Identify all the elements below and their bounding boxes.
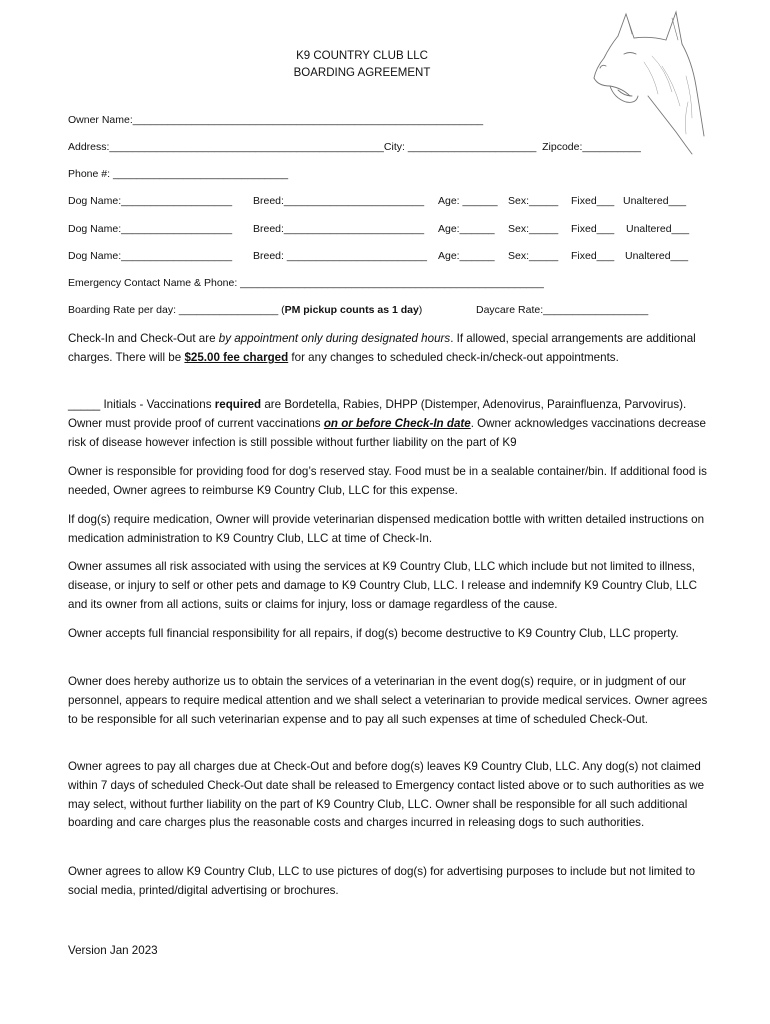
phone-field[interactable]: Phone #: ______________________________ — [68, 168, 289, 180]
checkin-date-note: on or before Check-In date — [323, 416, 471, 430]
boarding-rate-field[interactable] — [68, 303, 422, 317]
version-footer: Version Jan 2023 — [68, 944, 158, 957]
dog3-unaltered-field[interactable]: Unaltered___ — [625, 250, 689, 262]
dog3-fixed-field[interactable]: Fixed___ — [571, 250, 615, 262]
dog3-sex-field[interactable]: Sex:_____ — [508, 250, 559, 262]
dog1-unaltered-field[interactable]: Unaltered___ — [623, 195, 687, 207]
dog2-sex-field[interactable]: Sex:_____ — [508, 223, 559, 235]
checkin-appointment-note: by appointment only during designated hours — [218, 332, 451, 345]
vaccinations-initials: _____ Initials - Vaccinations — [68, 398, 215, 411]
vaccinations-required: required — [214, 398, 262, 411]
document-title: BOARDING AGREEMENT — [293, 67, 431, 79]
boarding-rate-label: Boarding Rate per day: _________________ ( — [68, 304, 285, 316]
checkin-paragraph — [68, 330, 718, 368]
food-paragraph: Owner is responsible for providing food for dog’s reserved stay. Food must be in a sealable container/bin. If additional food is needed, Owner agrees to reimburse K9 Country Club, LLC for this expense. — [68, 465, 707, 497]
dog2-name-field[interactable]: Dog Name:___________________ — [68, 223, 233, 235]
vet-paragraph: Owner does hereby authorize us to obtain the services of a veterinarian in the event dog(s) require, or in judgment of our personnel, appears to require medical attention and we shall select a veterinarian to provide medical services. Owner agrees to be responsible for all such veterinarian expense and to pay all such expenses at time of scheduled Check-Out. — [68, 675, 708, 726]
charges-paragraph: Owner agrees to pay all charges due at Check-Out and before dog(s) leaves K9 Country Club, LLC. Any dog(s) not claimed within 7 days of scheduled Check-Out date shall be released to Emergency contact listed above or to such authorities as we may select, without further liability on the part of K9 Country Club, LLC. Owner shall be responsible for all such additional boarding and care charges plus the reasonable costs and charges incurred in releasing dogs to such authorities. — [68, 760, 705, 830]
checkin-text-c: . If allowed, special arrangements are additional charges. There will be — [68, 332, 696, 364]
dog1-sex-field[interactable]: Sex:_____ — [508, 195, 559, 207]
pm-pickup-note: PM pickup counts as 1 day — [284, 304, 419, 316]
boarding-rate-close: ) — [418, 304, 423, 316]
dog1-fixed-field[interactable]: Fixed___ — [571, 195, 615, 207]
checkin-text-a: Check-In and Check-Out are — [68, 332, 219, 345]
dog-sketch-logo — [588, 6, 714, 156]
company-name: K9 COUNTRY CLUB LLC — [296, 50, 428, 62]
checkin-text-e: for any changes to scheduled check-in/check-out appointments. — [288, 350, 619, 364]
risk-paragraph: Owner assumes all risk associated with using the services at K9 Country Club, LLC which include but not limited to illness, disease, or injury to self or other pets and damage to K9 Country Club, LLC. I release and indemnify K9 Country Club, LLC and its owner from all actions, suits or claims for injury, loss or damage regardless of the cause. — [68, 560, 697, 611]
dog1-name-field[interactable]: Dog Name:___________________ — [68, 195, 233, 207]
medication-paragraph: If dog(s) require medication, Owner will provide veterinarian dispensed medication bottle with written detailed instructions on medication administration to K9 Country Club, LLC at time of Check-In. — [68, 513, 705, 545]
dog3-breed-field[interactable]: Breed: ________________________ — [253, 250, 428, 262]
dog2-fixed-field[interactable]: Fixed___ — [571, 223, 615, 235]
dog2-unaltered-field[interactable]: Unaltered___ — [626, 223, 690, 235]
dog3-age-field[interactable]: Age:______ — [438, 250, 495, 262]
dog2-age-field[interactable]: Age:______ — [438, 223, 495, 235]
dog2-breed-field[interactable]: Breed:________________________ — [253, 223, 425, 235]
vaccinations-paragraph — [68, 396, 718, 452]
repairs-paragraph: Owner accepts full financial responsibility for all repairs, if dog(s) become destructive to K9 Country Club, LLC property. — [68, 627, 679, 640]
dog1-breed-field[interactable]: Breed:________________________ — [253, 195, 425, 207]
owner-name-field[interactable]: Owner Name:____________________________________________________________ — [68, 114, 484, 126]
vaccinations-text-c: are Bordetella, Rabies, DHPP (Distemper, Adenovirus, Parainfluenza, Parvovirus). Owner must provide proof of current vaccinations — [68, 398, 687, 430]
emergency-contact-field[interactable]: Emergency Contact Name & Phone: ____________________________________________________ — [68, 277, 544, 289]
address-field[interactable]: Address:_______________________________________________City: ______________________ Zipcode:__________ — [68, 141, 641, 153]
dog3-name-field[interactable]: Dog Name:___________________ — [68, 250, 233, 262]
pictures-paragraph: Owner agrees to allow K9 Country Club, LLC to use pictures of dog(s) for advertising purposes to include but not limited to social media, printed/digital advertising or brochures. — [68, 865, 696, 897]
dog1-age-field[interactable]: Age: ______ — [438, 195, 498, 207]
vaccinations-text-e: . Owner acknowledges vaccinations decrease risk of disease however infection is still possible without further liability on the part of K9 — [68, 416, 706, 449]
daycare-rate-field[interactable]: Daycare Rate:__________________ — [476, 304, 649, 316]
fee-charged-note: $25.00 fee charged — [184, 350, 289, 364]
